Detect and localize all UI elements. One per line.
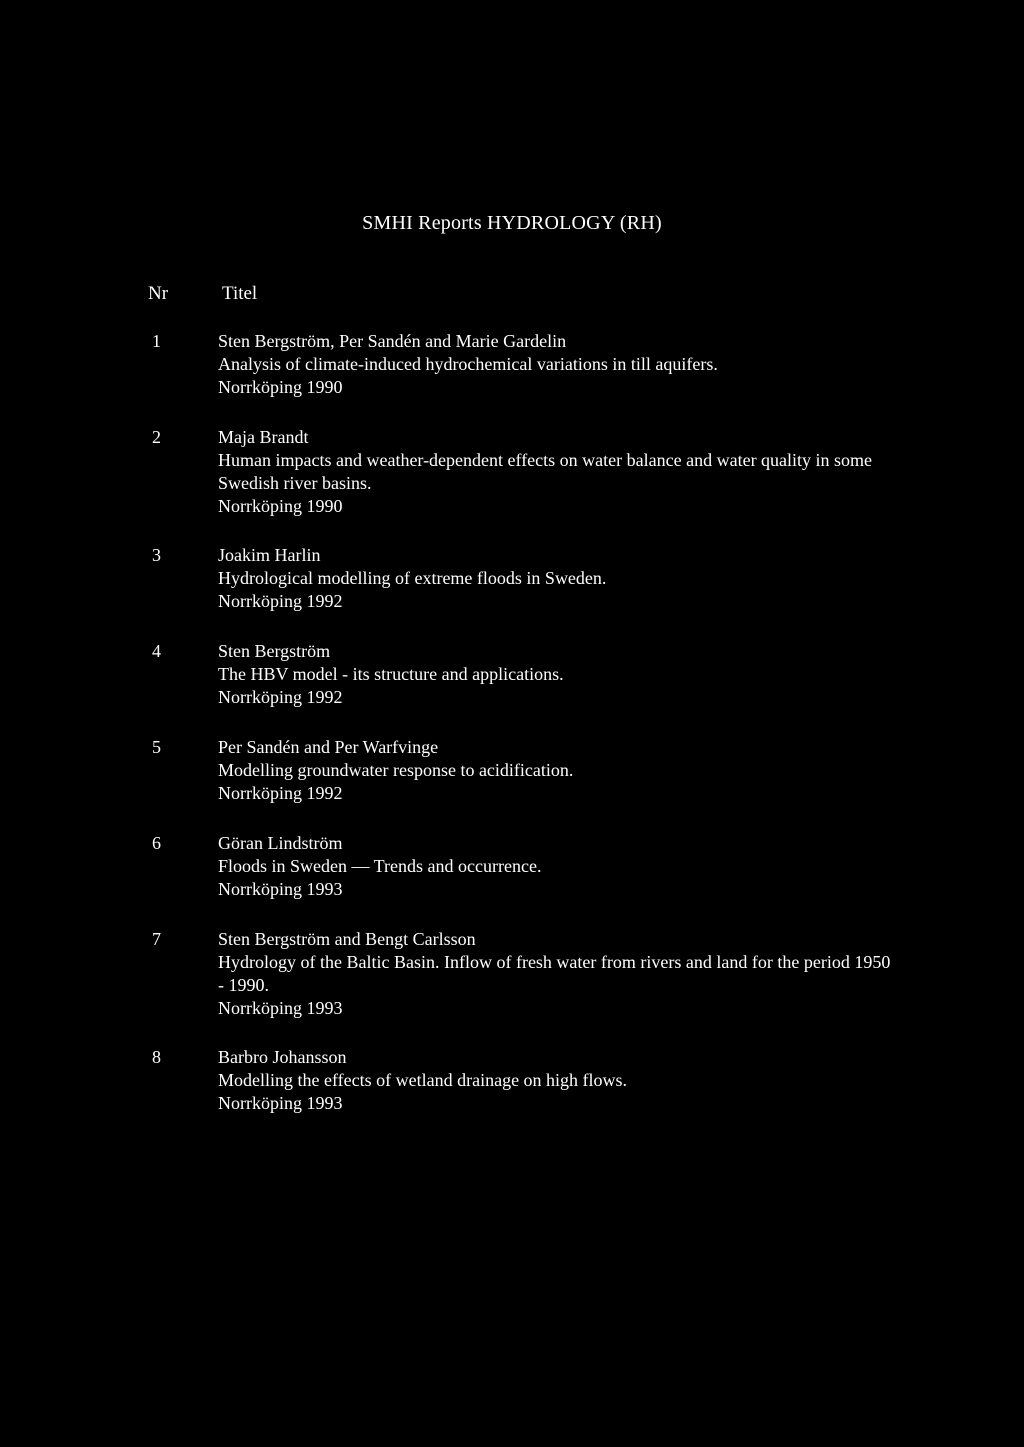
report-list xyxy=(0,330,1024,1142)
entry-title: Analysis of climate-induced hydrochemical variations in till aquifers. xyxy=(218,354,718,374)
entry-authors: Barbro Johansson xyxy=(218,1047,347,1067)
entry-title: Modelling groundwater response to acidification. xyxy=(218,760,574,780)
report-entry-5 xyxy=(0,736,1024,806)
entry-place-year: Norrköping 1992 xyxy=(218,687,343,707)
entry-title: The HBV model - its structure and applications. xyxy=(218,664,564,684)
entry-authors: Sten Bergström, Per Sandén and Marie Gardelin xyxy=(218,331,567,351)
entry-authors: Per Sandén and Per Warfvinge xyxy=(218,737,439,757)
entry-body xyxy=(218,832,898,901)
entry-place-year: Norrköping 1993 xyxy=(218,879,343,899)
entry-body xyxy=(218,640,898,709)
entry-number: 7 xyxy=(152,929,161,949)
report-entry-4 xyxy=(0,640,1024,710)
report-entry-1 xyxy=(0,330,1024,400)
entry-body xyxy=(218,544,898,613)
entry-title: Hydrological modelling of extreme floods in Sweden. xyxy=(218,568,607,588)
entry-place-year: Norrköping 1992 xyxy=(218,591,343,611)
entry-body xyxy=(218,330,898,399)
entry-number: 1 xyxy=(152,331,161,351)
report-entry-6 xyxy=(0,832,1024,902)
entry-authors: Sten Bergström xyxy=(218,641,331,661)
report-entry-2 xyxy=(0,426,1024,518)
entry-place-year: Norrköping 1993 xyxy=(218,998,343,1018)
report-entry-3 xyxy=(0,544,1024,614)
entry-place-year: Norrköping 1993 xyxy=(218,1093,343,1113)
entry-title: Floods in Sweden — Trends and occurrence. xyxy=(218,856,542,876)
entry-body xyxy=(218,1046,898,1115)
entry-body xyxy=(218,426,898,518)
entry-authors: Sten Bergström and Bengt Carlsson xyxy=(218,929,476,949)
entry-number: 4 xyxy=(152,641,161,661)
report-entry-7 xyxy=(0,928,1024,1020)
entry-authors: Joakim Harlin xyxy=(218,545,321,565)
entry-place-year: Norrköping 1992 xyxy=(218,783,343,803)
entry-number: 8 xyxy=(152,1047,161,1067)
entry-title: Modelling the effects of wetland drainage on high flows. xyxy=(218,1070,628,1090)
column-header-title: Titel xyxy=(222,283,258,304)
entry-number: 3 xyxy=(152,545,161,565)
page-title: SMHI Reports HYDROLOGY (RH) xyxy=(362,212,662,234)
entry-body xyxy=(218,736,898,805)
entry-place-year: Norrköping 1990 xyxy=(218,377,343,397)
entry-place-year: Norrköping 1990 xyxy=(218,496,343,516)
report-entry-8 xyxy=(0,1046,1024,1116)
entry-number: 2 xyxy=(152,427,161,447)
entry-authors: Maja Brandt xyxy=(218,427,309,447)
entry-title: Hydrology of the Baltic Basin. Inflow of fresh water from rivers and land for the period 1950 - 1990. xyxy=(218,952,895,995)
entry-number: 5 xyxy=(152,737,161,757)
entry-body xyxy=(218,928,898,1020)
entry-authors: Göran Lindström xyxy=(218,833,343,853)
entry-number: 6 xyxy=(152,833,161,853)
column-header-nr: Nr xyxy=(148,283,169,304)
entry-title: Human impacts and weather-dependent effects on water balance and water quality in some Swedish river basins. xyxy=(218,450,877,493)
